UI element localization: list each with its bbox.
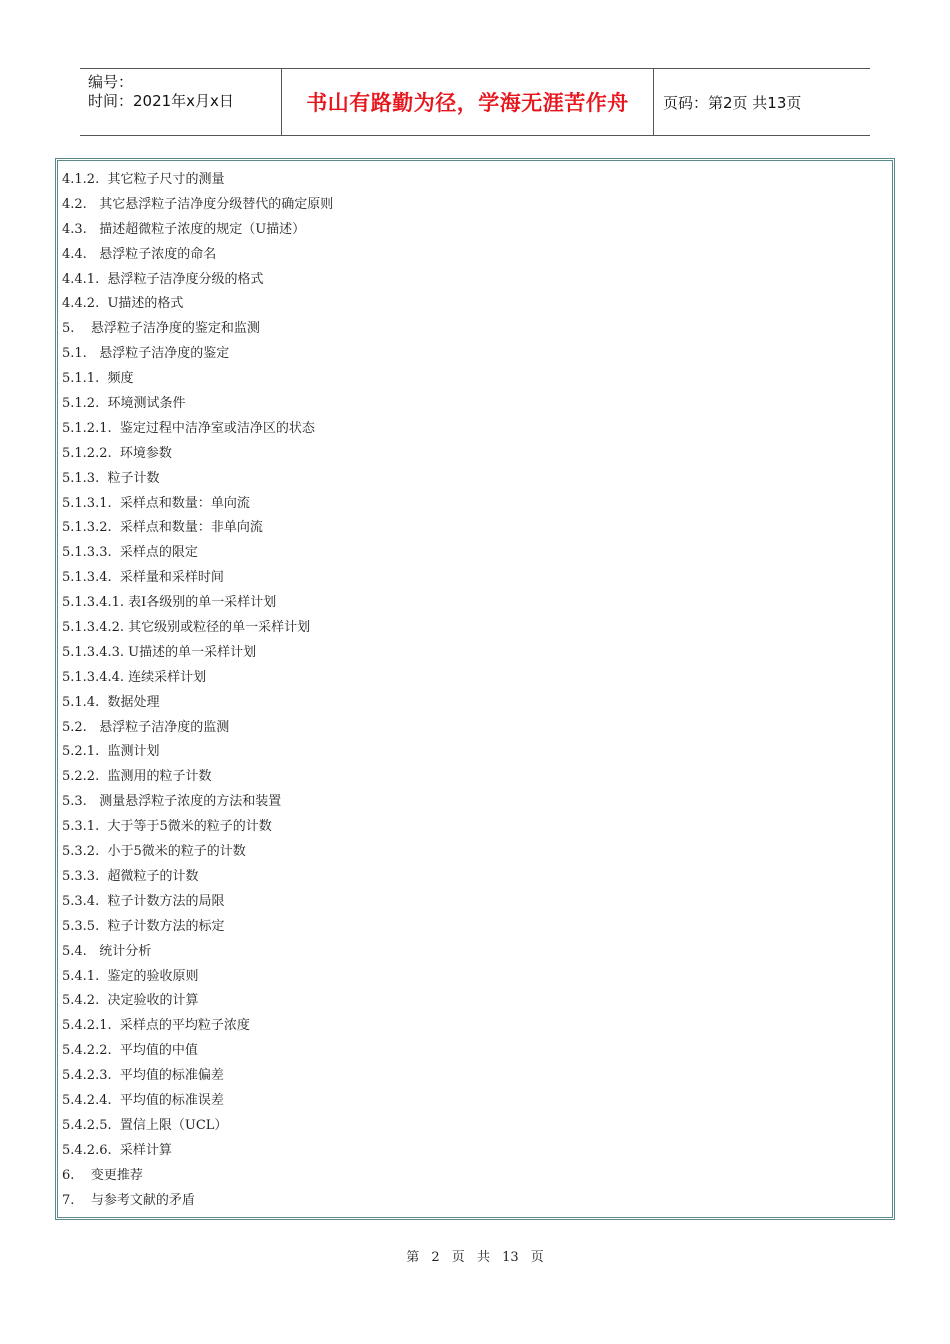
toc-entry: 7. 与参考文献的矛盾 — [62, 1192, 195, 1208]
header-slogan: 书山有路勤为径，学海无涯苦作舟 — [282, 69, 654, 135]
toc-entry: 5.1.3.1. 采样点和数量：单向流 — [62, 495, 250, 511]
toc-entry: 5.4.2.4. 平均值的标准误差 — [62, 1092, 224, 1108]
toc-entry: 5.1. 悬浮粒子洁净度的鉴定 — [62, 346, 230, 362]
toc-entry: 5.1.3.4.2. 其它级别或粒径的单一采样计划 — [62, 620, 311, 636]
toc-entry: 5.2.2. 监测用的粒子计数 — [62, 769, 212, 785]
toc-entry: 4.4.2. U描述的格式 — [62, 296, 184, 312]
toc-entry: 5.4.1. 鉴定的验收原则 — [62, 968, 199, 984]
toc-entry: 5.3. 测量悬浮粒子浓度的方法和装置 — [62, 794, 282, 810]
toc-entry: 5.4. 统计分析 — [62, 943, 152, 959]
footer-total-pages: 13 — [502, 1250, 519, 1265]
toc-entry: 5.1.2. 环境测试条件 — [62, 396, 186, 412]
toc-entry: 5.3.2. 小于5微米的粒子的计数 — [62, 844, 246, 860]
table-of-contents — [62, 168, 333, 1213]
toc-entry: 5.1.3. 粒子计数 — [62, 470, 160, 486]
footer-page-prefix: 第 — [406, 1250, 420, 1265]
toc-entry: 4.4.1. 悬浮粒子洁净度分级的格式 — [62, 271, 264, 287]
toc-entry: 5.1.2.2. 环境参数 — [62, 445, 172, 461]
toc-entry: 5.1.3.2. 采样点和数量：非单向流 — [62, 520, 263, 536]
toc-entry: 5.1.3.4. 采样量和采样时间 — [62, 570, 224, 586]
toc-entry: 5.2. 悬浮粒子洁净度的监测 — [62, 719, 230, 735]
toc-entry: 5.4.2.6. 采样计算 — [62, 1142, 172, 1158]
footer-current-page: 2 — [431, 1250, 440, 1265]
toc-entry: 5.1.3.3. 采样点的限定 — [62, 545, 198, 561]
toc-entry: 5.2.1. 监测计划 — [62, 744, 160, 760]
header-page-info: 页码：第2页 共13页 — [663, 93, 802, 112]
toc-entry: 5.3.1. 大于等于5微米的粒子的计数 — [62, 819, 272, 835]
toc-entry: 5.4.2.2. 平均值的中值 — [62, 1043, 198, 1059]
toc-entry: 5.1.3.4.4. 连续采样计划 — [62, 669, 207, 685]
toc-entry: 4.1.2. 其它粒子尺寸的测量 — [62, 172, 225, 187]
toc-entry: 5.4.2.1. 采样点的平均粒子浓度 — [62, 1018, 250, 1034]
toc-entry: 4.4. 悬浮粒子浓度的命名 — [62, 246, 217, 262]
page-footer — [0, 1246, 950, 1265]
header-meta — [80, 69, 282, 135]
toc-entry: 5.3.4. 粒子计数方法的局限 — [62, 893, 225, 909]
footer-page-word: 页 — [451, 1250, 465, 1265]
toc-entry: 5. 悬浮粒子洁净度的鉴定和监测 — [62, 321, 260, 337]
page-header — [80, 68, 870, 136]
toc-entry: 5.3.5. 粒子计数方法的标定 — [62, 918, 225, 934]
toc-entry: 4.2. 其它悬浮粒子洁净度分级替代的确定原则 — [62, 196, 334, 212]
document-time: 时间：2021年x月x日 — [88, 92, 234, 110]
footer-page-suffix: 页 — [530, 1250, 544, 1265]
toc-entry: 5.1.3.4.1. 表I各级别的单一采样计划 — [62, 595, 277, 611]
toc-entry: 5.1.3.4.3. U描述的单一采样计划 — [62, 644, 257, 660]
footer-total-prefix: 共 — [476, 1250, 490, 1265]
toc-entry: 5.1.2.1. 鉴定过程中洁净室或洁净区的状态 — [62, 420, 315, 436]
toc-entry: 5.4.2.5. 置信上限（UCL） — [62, 1117, 228, 1133]
document-number-label: 编号： — [88, 73, 134, 91]
toc-entry: 5.1.4. 数据处理 — [62, 694, 160, 710]
toc-entry: 5.3.3. 超微粒子的计数 — [62, 868, 199, 884]
toc-entry: 4.3. 描述超微粒子浓度的规定（U描述） — [62, 221, 306, 237]
toc-entry: 5.4.2.3. 平均值的标准偏差 — [62, 1068, 224, 1084]
toc-entry: 5.4.2. 决定验收的计算 — [62, 993, 199, 1009]
toc-entry: 6. 变更推荐 — [62, 1167, 143, 1183]
toc-entry: 5.1.1. 频度 — [62, 371, 134, 387]
